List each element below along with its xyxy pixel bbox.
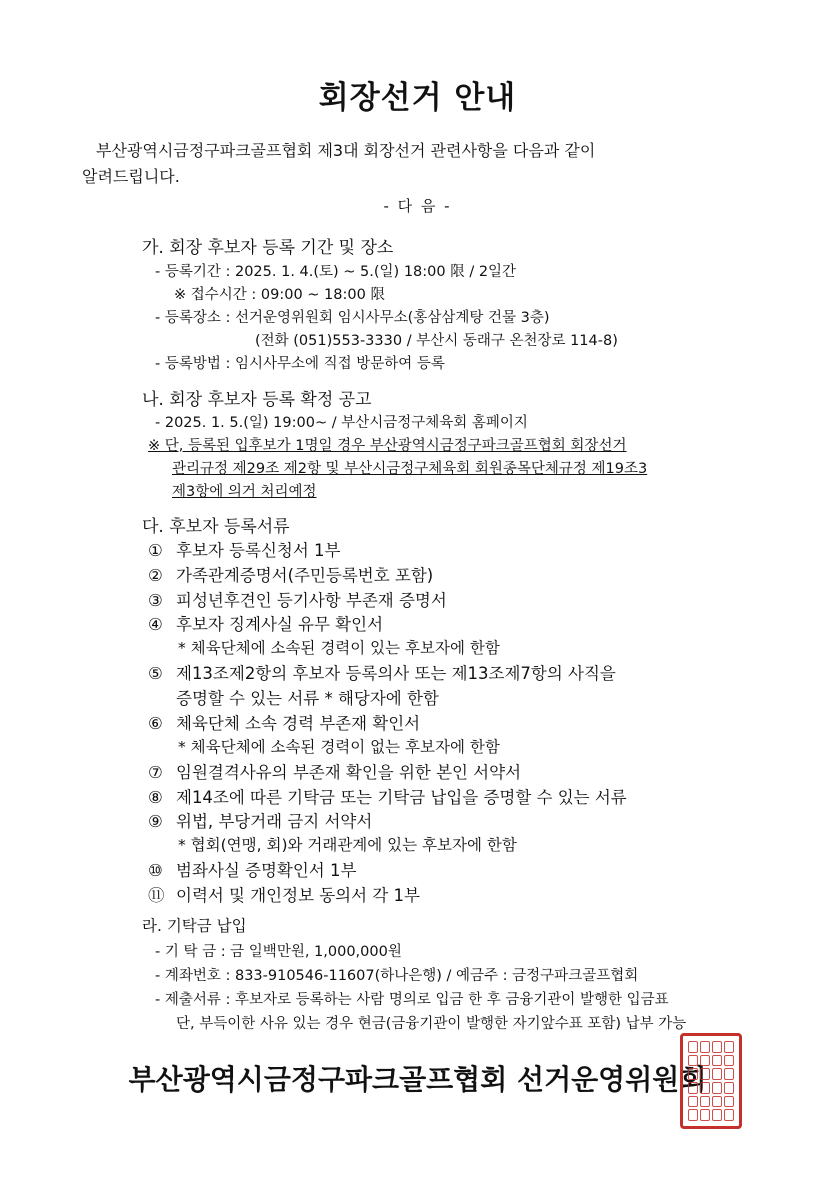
issuer-name: 부산광역시금정구파크골프협회 선거운영위원회: [128, 1063, 707, 1096]
registration-place-detail: (전화 (051)553-3330 / 부산시 동래구 온천장로 114-8): [255, 333, 618, 349]
document-item: [148, 857, 356, 881]
item-number: ⑤: [148, 664, 163, 683]
document-item: [148, 611, 383, 635]
item-number: ①: [148, 541, 163, 560]
item-9-note: * 협회(연맹, 회)와 거래관계에 있는 후보자에 한함: [178, 836, 517, 854]
item-number: ④: [148, 615, 163, 634]
item-number: ⑨: [148, 812, 163, 831]
notice-line-1: ※ 단, 등록된 입후보가 1명일 경우 부산광역시금정구파크골프협회 회장선거: [148, 438, 627, 454]
notice-line-3: 제3항에 의거 처리예정: [172, 484, 317, 500]
official-seal-icon: [680, 1033, 742, 1129]
item-text: 피성년후견인 등기사항 부존재 증명서: [176, 591, 447, 610]
deposit-account: - 계좌번호 : 833-910546-11607(하나은행) / 예금주 : 금정구파크골프협회: [155, 968, 639, 984]
item-text: 제13조제2항의 후보자 등록의사 또는 제13조제7항의 사직을: [176, 664, 616, 683]
item-number: ③: [148, 591, 163, 610]
document-item: [148, 808, 372, 832]
item-text: 후보자 등록신청서 1부: [176, 541, 341, 560]
document-item: [148, 660, 616, 684]
document-item: [148, 882, 420, 906]
item-4-note: * 체육단체에 소속된 경력이 있는 후보자에 한함: [178, 639, 500, 657]
submission-docs-line-2: 단, 부득이한 사유 있는 경우 현금(금융기관이 발행한 자기앞수표 포함) 납부 가능: [176, 1016, 687, 1032]
item-text: 범좌사실 증명확인서 1부: [176, 861, 357, 880]
section-da-heading: 다. 후보자 등록서류: [142, 517, 290, 537]
item-number: ⑩: [148, 861, 163, 880]
section-ga-heading: 가. 회장 후보자 등록 기간 및 장소: [142, 238, 394, 258]
item-number: ⑪: [148, 886, 165, 905]
submission-docs-line-1: - 제출서류 : 후보자로 등록하는 사람 명의로 입금 한 후 금융기관이 발행한 입금표: [155, 992, 669, 1008]
document-item: [148, 537, 340, 561]
item-text: 가족관계증명서(주민등록번호 포함): [176, 566, 434, 585]
document-item: [148, 784, 627, 808]
document-item: [148, 759, 521, 783]
document-item: [148, 710, 420, 734]
intro-line-1: 부산광역시금정구파크골프협회 제3대 회장선거 관련사항을 다음과 같이: [96, 141, 596, 160]
deposit-amount: - 기 탁 금 : 금 일백만원, 1,000,000원: [155, 944, 402, 960]
item-number: ⑧: [148, 788, 163, 807]
item-text: 위법, 부당거래 금지 서약서: [176, 812, 373, 831]
document-item: [148, 562, 433, 586]
item-5-continuation: 증명할 수 있는 서류 * 해당자에 한함: [176, 689, 439, 708]
da-eum-heading: - 다 음 -: [383, 197, 452, 215]
page-title: 회장선거 안내: [318, 80, 517, 116]
section-ra-heading: 라. 기탁금 납입: [142, 917, 247, 935]
item-number: ⑥: [148, 714, 163, 733]
registration-period: - 등록기간 : 2025. 1. 4.(토) ~ 5.(일) 18:00 限 / 2일간: [155, 264, 517, 280]
reception-time: ※ 접수시간 : 09:00 ~ 18:00 限: [174, 287, 385, 303]
notice-line-2: 관리규정 제29조 제2항 및 부산시금정구체육회 회원종목단체규정 제19조3: [172, 461, 648, 477]
item-text: 제14조에 따른 기탁금 또는 기탁금 납입을 증명할 수 있는 서류: [176, 788, 627, 807]
registration-place: - 등록장소 : 선거운영위원회 임시사무소(홍삼삼계탕 건물 3층): [155, 310, 550, 326]
section-na-heading: 나. 회장 후보자 등록 확정 공고: [142, 390, 372, 410]
item-number: ②: [148, 566, 163, 585]
intro-line-2: 알려드립니다.: [82, 167, 180, 186]
confirmation-date: - 2025. 1. 5.(일) 19:00~ / 부산시금정구체육회 홈페이지: [155, 415, 528, 431]
item-text: 후보자 징계사실 유무 확인서: [176, 615, 384, 634]
item-text: 이력서 및 개인정보 동의서 각 1부: [176, 886, 420, 905]
item-text: 체육단체 소속 경력 부존재 확인서: [176, 714, 421, 733]
document-item: [148, 587, 447, 611]
registration-method: - 등록방법 : 임시사무소에 직접 방문하여 등록: [155, 356, 445, 372]
item-6-note: * 체육단체에 소속된 경력이 없는 후보자에 한함: [178, 738, 500, 756]
item-text: 임원결격사유의 부존재 확인을 위한 본인 서약서: [176, 763, 522, 782]
item-number: ⑦: [148, 763, 163, 782]
